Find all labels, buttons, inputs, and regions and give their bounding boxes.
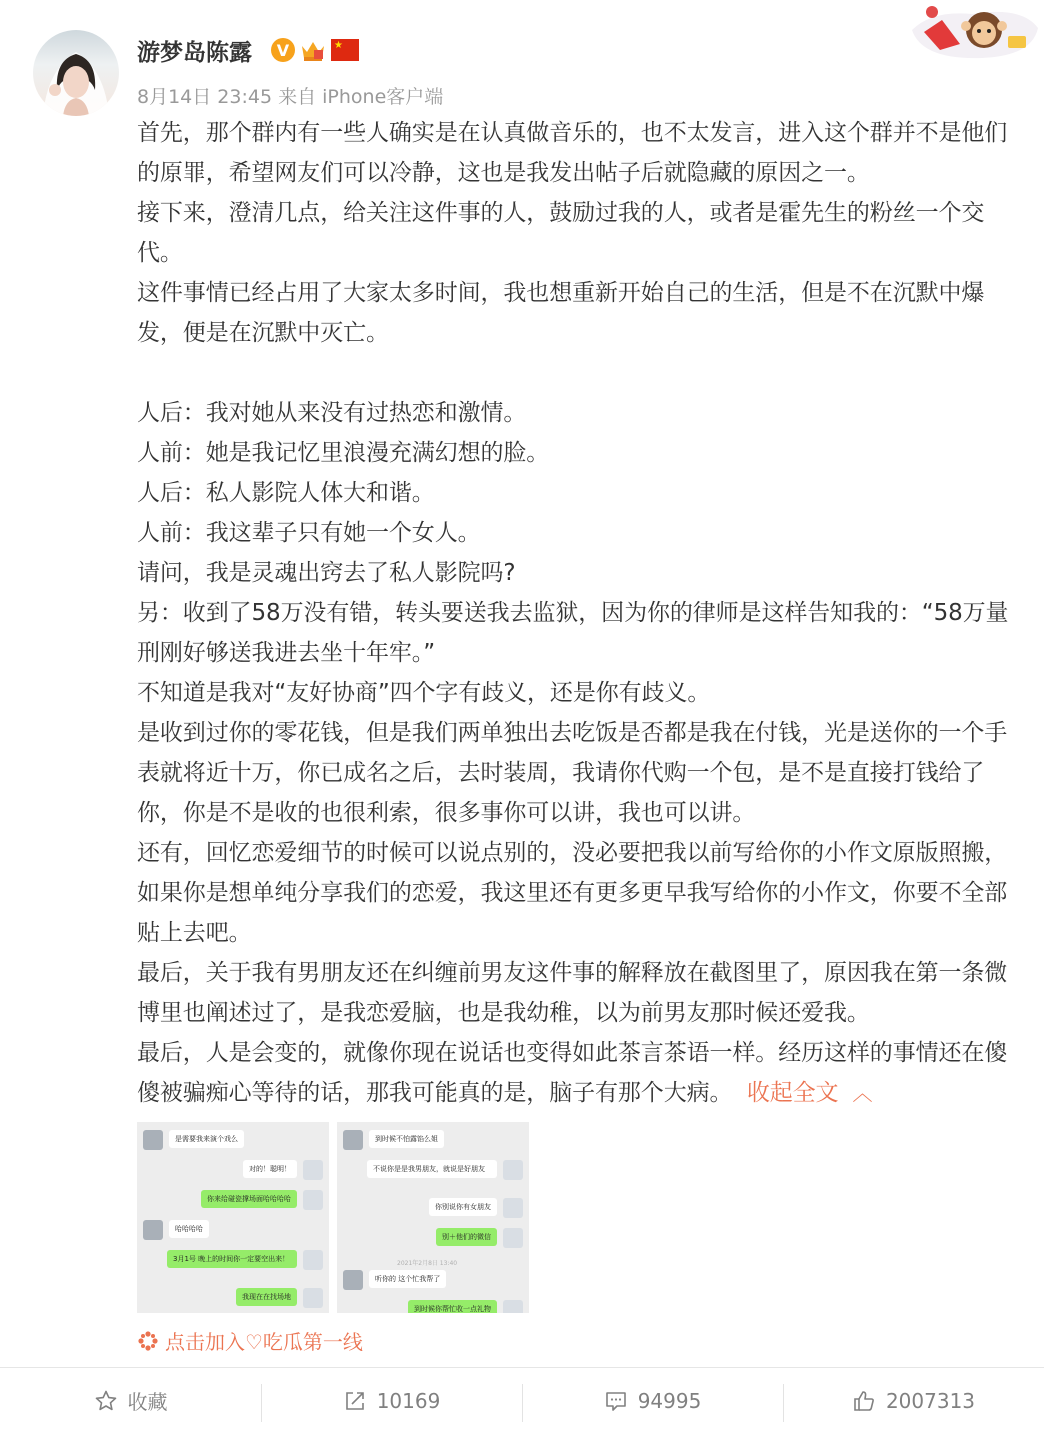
chat-avatar xyxy=(143,1220,163,1240)
sparkle-icon xyxy=(137,1330,159,1352)
repost-count: 10169 xyxy=(376,1388,441,1413)
chat-avatar xyxy=(303,1190,323,1210)
chat-bubble: 对的！聪明！ xyxy=(243,1160,297,1178)
chat-bubble: 3月1号 晚上的时间你一定要空出来！ xyxy=(167,1250,297,1268)
chat-avatar xyxy=(303,1160,323,1180)
post-paragraph: 接下来，澄清几点，给关注这件事的人，鼓励过我的人，或者是霍先生的粉丝一个交代。 xyxy=(137,200,985,266)
chat-bubble: 是需要我来演个戏么 xyxy=(169,1130,244,1148)
post-paragraph: 人前：她是我记忆里浪漫充满幻想的脸。 xyxy=(137,440,550,466)
chat-avatar xyxy=(503,1228,523,1248)
collapse-label: 收起全文 xyxy=(746,1080,839,1106)
china-flag-icon: ★ xyxy=(331,39,359,61)
post-paragraph: 请问，我是灵魂出窍去了私人影院吗? xyxy=(137,560,516,586)
favorite-label: 收藏 xyxy=(127,1390,168,1414)
chat-bubble: 哈哈哈哈 xyxy=(169,1220,209,1238)
chat-avatar xyxy=(303,1288,323,1308)
promo-text: 点击加入♡吃瓜第一线 xyxy=(165,1330,363,1354)
chat-bubble: 你别说你有女朋友 xyxy=(429,1198,497,1216)
action-bar xyxy=(0,1368,1044,1433)
post-paragraph: 人后：我对她从来没有过热恋和激情。 xyxy=(137,400,527,426)
chat-avatar xyxy=(503,1300,523,1313)
comment-count: 94995 xyxy=(637,1388,702,1413)
chat-bubble: 不说你是是我男朋友，就说是好朋友 xyxy=(367,1160,497,1178)
verified-icon[interactable]: V xyxy=(271,38,295,62)
chat-avatar xyxy=(143,1130,163,1150)
post-paragraph: 不知道是我对“友好协商”四个字有歧义，还是你有歧义。 xyxy=(137,680,711,706)
chat-screenshot-image-1[interactable] xyxy=(137,1122,329,1313)
chat-avatar xyxy=(343,1130,363,1150)
favorite-button[interactable] xyxy=(0,1368,261,1433)
chat-bubble: 到时候不怕露馅么姐 xyxy=(369,1130,444,1148)
chat-screenshot-image-2[interactable] xyxy=(337,1122,529,1313)
chat-avatar xyxy=(343,1270,363,1290)
post-paragraph: 还有，回忆恋爱细节的时候可以说点别的，没必要把我以前写给你的小作文原版照搬，如果你是想单纯分享我们的恋爱，我这里还有更多更早我写给你的小作文，你要不全部贴上去吧。 xyxy=(137,840,1008,946)
chevron-up-icon: ︿ xyxy=(852,1081,873,1105)
collapse-full-text-link[interactable] xyxy=(747,1080,873,1106)
repost-icon xyxy=(343,1389,367,1413)
post-paragraph-last xyxy=(137,1033,1015,1113)
post-paragraph: 是收到过你的零花钱，但是我们两单独出去吃饭是否都是我在付钱，光是送你的一个手表就将近十万，你已成名之后，去时装周，我请你代购一个包，是不是直接打钱给了你，你是不是收的也很利索，很多事你可以讲，我也可以讲。 xyxy=(137,720,1008,826)
avatar-image xyxy=(33,30,119,116)
post-paragraph: 人后：私人影院人体大和谐。 xyxy=(137,480,435,506)
post-paragraph: 最后，关于我有男朋友还在纠缠前男友这件事的解释放在截图里了，原因我在第一条微博里也阐述过了，是我恋爱脑，也是我幼稚，以为前男友那时候还爱我。 xyxy=(137,960,1008,1026)
post-meta: 8月14日 23:45 来自 iPhone客户端 xyxy=(137,86,444,108)
chat-bubble: 到时候你帮忙收一点礼物 xyxy=(408,1300,497,1313)
post-paragraph: 首先，那个群内有一些人确实是在认真做音乐的，也不太发言，进入这个群并不是他们的原罪，希望网友们可以冷静，这也是我发出帖子后就隐藏的原因之一。 xyxy=(137,120,1008,186)
chat-bubble: 听你的 这个忙我帮了 xyxy=(369,1270,446,1288)
chat-bubble: 我现在在找场地 xyxy=(236,1288,297,1306)
join-group-link[interactable] xyxy=(137,1326,363,1355)
monkey-card-decoration-icon xyxy=(902,0,1042,64)
chat-avatar xyxy=(503,1198,523,1218)
chat-timestamp: 2021年2月8日 13:40 xyxy=(397,1260,458,1267)
repost-button[interactable] xyxy=(261,1368,522,1433)
post-paragraph: 这件事情已经占用了大家太多时间，我也想重新开始自己的生活，但是不在沉默中爆发，便是在沉默中灭亡。 xyxy=(137,280,985,346)
avatar[interactable] xyxy=(33,30,119,116)
chat-bubble: 别＋他们的微信 xyxy=(436,1228,497,1246)
comment-icon xyxy=(604,1389,628,1413)
like-icon xyxy=(852,1389,876,1413)
comment-button[interactable] xyxy=(522,1368,783,1433)
post-paragraph: 人前：我这辈子只有她一个女人。 xyxy=(137,520,481,546)
username[interactable]: 游梦岛陈露 xyxy=(137,40,252,66)
vip-crown-icon[interactable] xyxy=(300,38,326,62)
chat-avatar xyxy=(503,1160,523,1180)
last-paragraph-text: 最后，人是会变的，就像你现在说话也变得如此茶言茶语一样。经历这样的事情还在傻傻被骗痴心等待的话，那我可能真的是，脑子有那个大病。 xyxy=(137,1040,1008,1106)
post-content xyxy=(137,113,1015,1113)
star-icon xyxy=(94,1389,118,1413)
chat-avatar xyxy=(303,1250,323,1270)
like-button[interactable] xyxy=(783,1368,1044,1433)
post-paragraph-blank xyxy=(137,353,1015,393)
like-count: 2007313 xyxy=(885,1388,976,1413)
post-paragraph: 另：收到了58万没有错，转头要送我去监狱，因为你的律师是这样告知我的：“58万量刑刚好够送我进去坐十年牢。” xyxy=(137,600,1009,666)
chat-bubble: 你来给碰瓷撑场面哈哈哈哈 xyxy=(201,1190,297,1208)
user-badges xyxy=(271,38,359,62)
